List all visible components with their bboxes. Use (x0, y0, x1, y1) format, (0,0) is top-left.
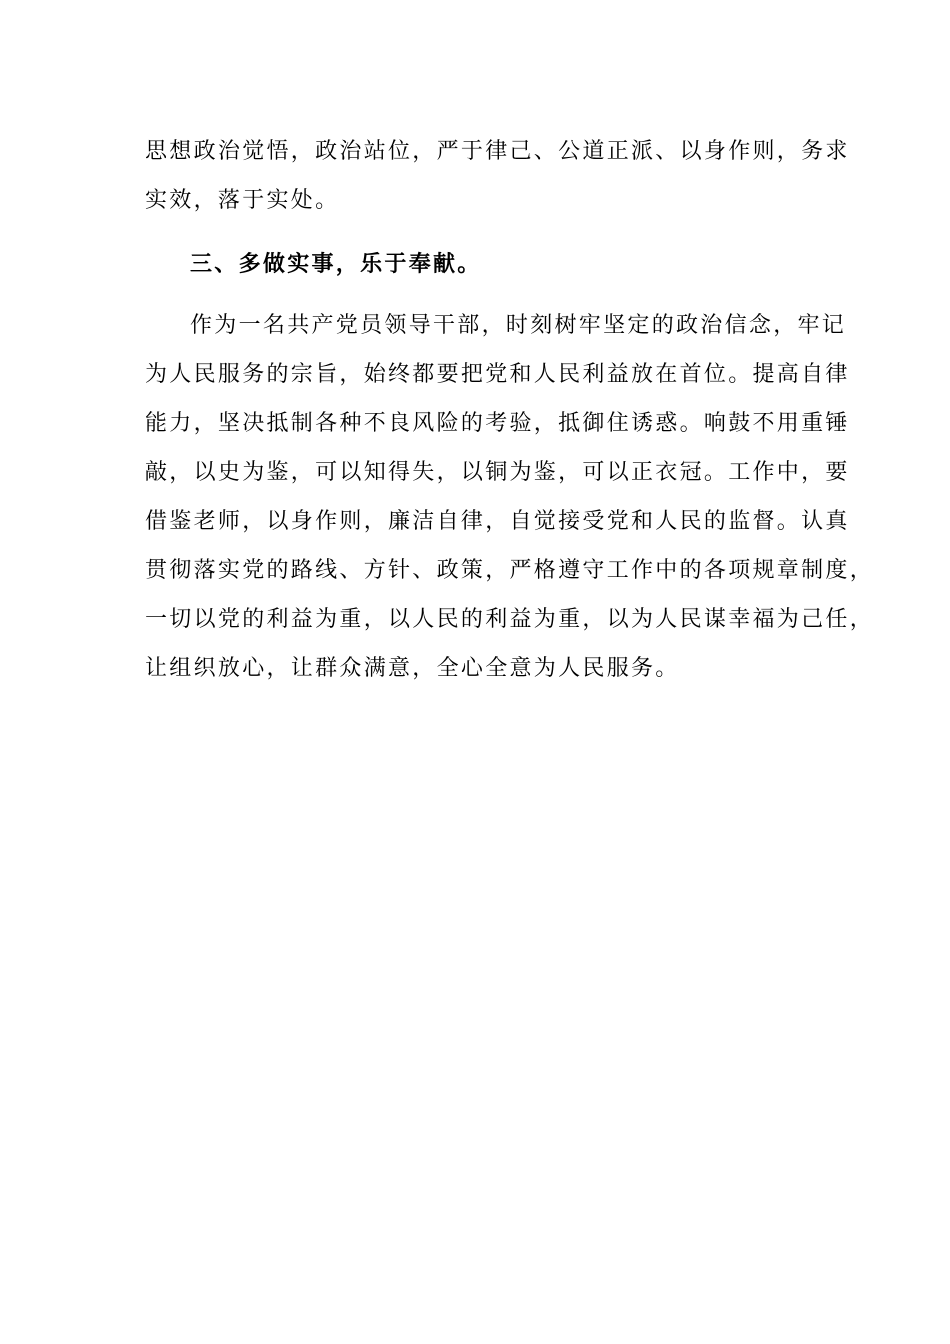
paragraph-line-7: 一切以党的利益为重，以人民的利益为重，以为人民谋幸福为己任， (145, 607, 875, 632)
paragraph-line-8: 让组织放心，让群众满意，全心全意为人民服务。 (145, 656, 680, 681)
paragraph-line-3: 能力，坚决抵制各种不良风险的考验，抵御住诱惑。响鼓不用重锤 (145, 411, 850, 436)
section-heading: 三、多做实事，乐于奉献。 (190, 251, 482, 277)
paragraph-line-4: 敲，以史为鉴，可以知得失，以铜为鉴，可以正衣冠。工作中，要 (145, 460, 850, 485)
continuation-line-1: 思想政治觉悟，政治站位，严于律己、公道正派、以身作则，务求 (145, 139, 850, 164)
continuation-line-2: 实效，落于实处。 (145, 188, 340, 213)
paragraph-line-5: 借鉴老师，以身作则，廉洁自律，自觉接受党和人民的监督。认真 (145, 509, 850, 534)
paragraph-line-1: 作为一名共产党员领导干部，时刻树牢坚定的政治信念，牢记 (190, 313, 847, 338)
paragraph-line-6: 贯彻落实党的路线、方针、政策，严格遵守工作中的各项规章制度， (145, 558, 875, 583)
paragraph-line-2: 为人民服务的宗旨，始终都要把党和人民利益放在首位。提高自律 (145, 362, 850, 387)
